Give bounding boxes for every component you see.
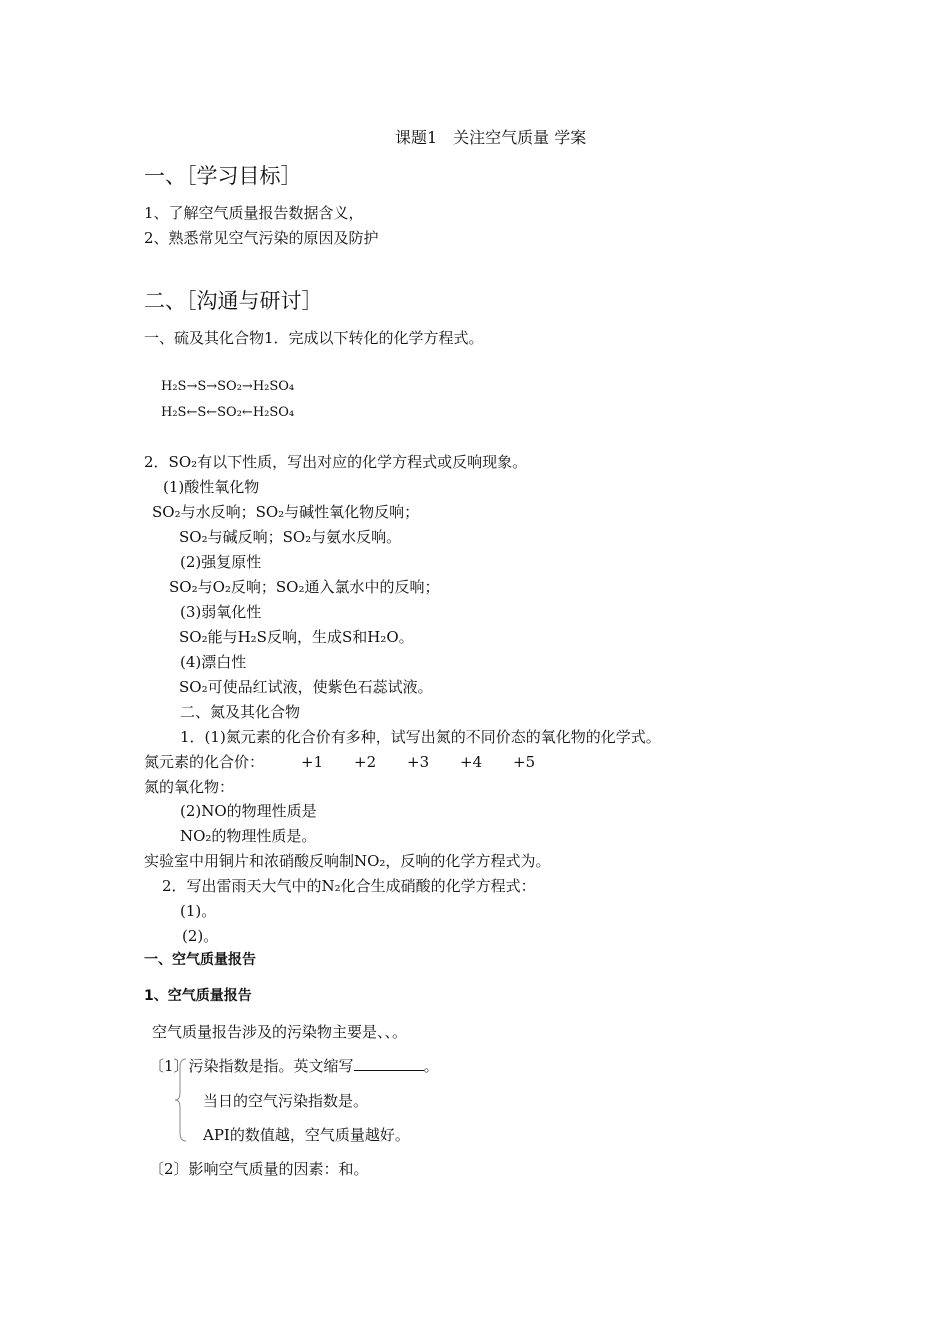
property-bleaching-a: SO₂可使品红试液，使紫色石蕊试液。 (179, 678, 433, 696)
valence-value: +2 (354, 753, 377, 771)
valence-value: +5 (513, 753, 536, 771)
property-oxidizing-a: SO₂能与H₂S反响，生成S和H₂O。 (179, 628, 414, 646)
property-reducing-a: SO₂与O₂反响；SO₂通入氯水中的反响； (169, 578, 440, 596)
section-heading-goals: 一、［学习目标］ (144, 164, 302, 188)
property-acidic-oxide-b: SO₂与碱反响；SO₂与氨水反响。 (179, 528, 402, 546)
valence-value: +3 (407, 753, 430, 771)
answer-line-1: (1)。 (180, 902, 217, 920)
air-quality-subheading: 1、空气质量报告 (144, 988, 252, 1004)
api-value-statement: API的数值越，空气质量越好。 (203, 1126, 410, 1144)
nitrogen-valence-row (144, 752, 566, 772)
nitrogen-question-2: 2．写出雷雨天大气中的N₂化合生成硝酸的化学方程式： (162, 877, 536, 895)
property-bleaching: (4)漂白性 (180, 653, 247, 671)
conversion-chain-reverse: H₂S←S←SO₂←H₂SO₄ (161, 405, 295, 420)
influencing-factors: 〔2〕影响空气质量的因素：和。 (149, 1160, 369, 1178)
property-acidic-oxide-a: SO₂与水反响；SO₂与碱性氧化物反响； (152, 503, 420, 521)
valence-value: +4 (460, 753, 483, 771)
goal-1: 1、了解空气质量报告数据含义， (144, 204, 364, 222)
section-heading-discussion: 二、［沟通与研讨］ (144, 289, 323, 313)
no2-properties: NO₂的物理性质是。 (180, 827, 317, 845)
question-so2-properties: 2．SO₂有以下性质，写出对应的化学方程式或反响现象。 (144, 453, 528, 471)
property-oxidizing: (3)弱氧化性 (180, 603, 262, 621)
valence-label: 氮元素的化合价： (144, 753, 265, 771)
goal-2: 2、熟悉常见空气污染的原因及防护 (144, 229, 379, 247)
brace-icon (174, 1057, 188, 1143)
answer-blank (354, 1056, 424, 1071)
item-end: 。 (423, 1057, 439, 1075)
document-title: 课题1 关注空气质量 学案 (395, 128, 587, 147)
item-number: 〔1〕 (149, 1057, 189, 1075)
pollution-index-question (149, 1056, 439, 1076)
valence-value: +1 (301, 753, 324, 771)
answer-line-2: (2)。 (182, 927, 219, 945)
pollutants-question: 空气质量报告涉及的污染物主要是、、。 (152, 1023, 408, 1041)
no2-lab-preparation: 实验室中用铜片和浓硝酸反响制NO₂，反响的化学方程式为。 (144, 852, 551, 870)
nitrogen-oxides-label: 氮的氧化物： (144, 778, 235, 796)
nitrogen-question-1: 1．(1)氮元素的化合价有多种，试写出氮的不同价态的氧化物的化学式。 (180, 728, 661, 746)
item-text: 污染指数是指。英文缩写 (188, 1057, 354, 1075)
property-reducing: (2)强复原性 (180, 553, 262, 571)
nitrogen-heading: 二、氮及其化合物 (180, 703, 301, 721)
no-properties: (2)NO的物理性质是 (180, 802, 317, 820)
daily-pollution-index: 当日的空气污染指数是。 (203, 1092, 369, 1110)
question-sulfur: 一、硫及其化合物1．完成以下转化的化学方程式。 (144, 329, 484, 347)
conversion-chain-forward: H₂S→S→SO₂→H₂SO₄ (161, 379, 295, 394)
air-quality-heading: 一、空气质量报告 (144, 952, 256, 968)
property-acidic-oxide: (1)酸性氧化物 (163, 478, 260, 496)
